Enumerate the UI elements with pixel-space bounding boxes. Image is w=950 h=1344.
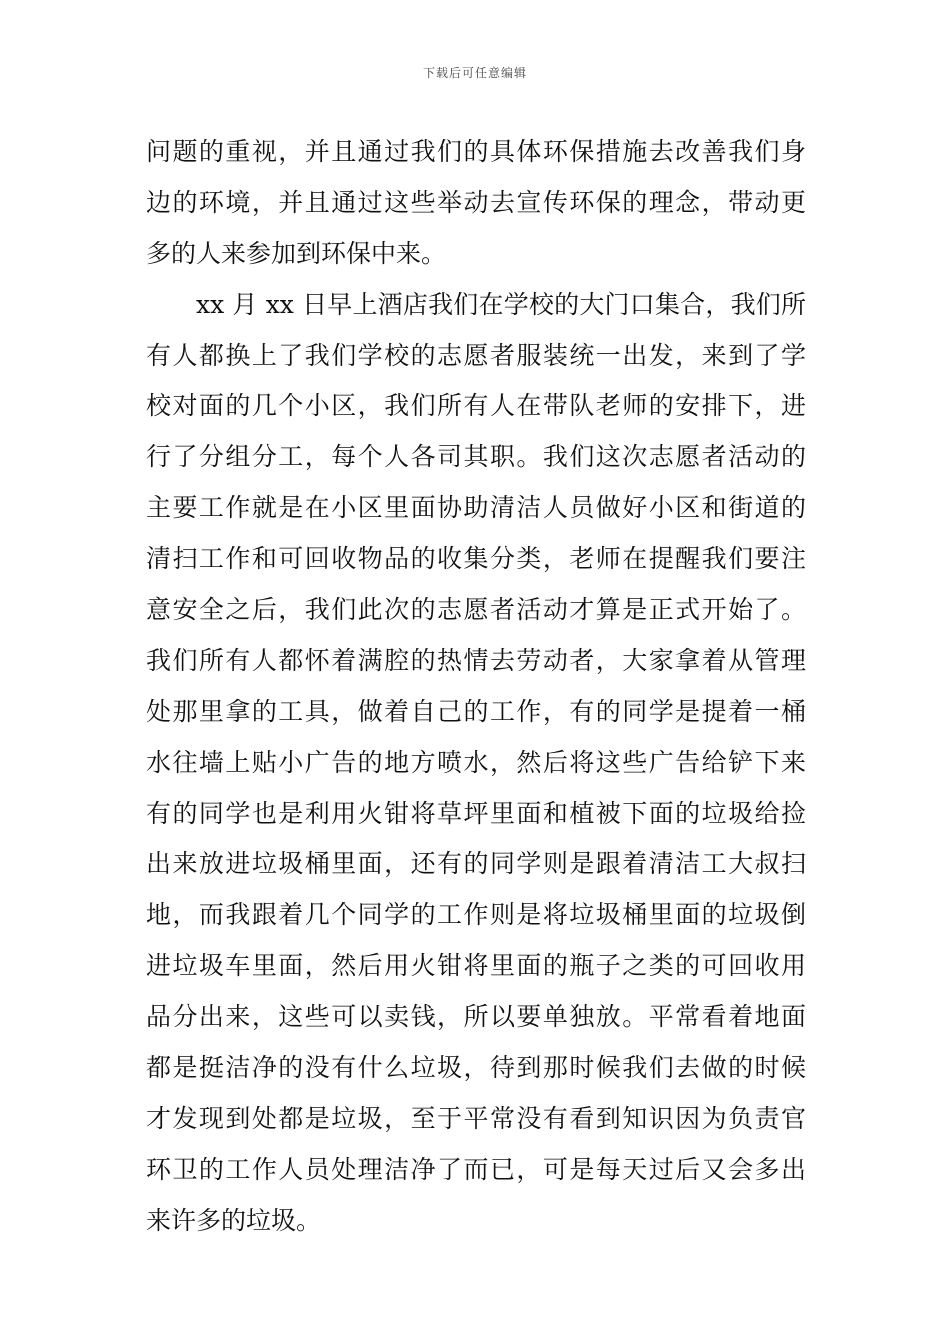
text-line: 进垃圾车里面，然后用火钳将里面的瓶子之类的可回收用 — [146, 951, 806, 981]
text-line: 我们所有人都怀着满腔的热情去劳动者，大家拿着从管理 — [146, 645, 806, 675]
text-line: 行了分组分工，每个人各司其职。我们这次志愿者活动的 — [146, 442, 806, 472]
text-line: 边的环境，并且通过这些举动去宣传环保的理念，带动更 — [146, 187, 806, 217]
text-line: 主要工作就是在小区里面协助清洁人员做好小区和街道的 — [146, 493, 806, 523]
text-line: 来许多的垃圾。 — [146, 1205, 322, 1235]
text-line: 才发现到处都是垃圾，至于平常没有看到知识因为负责官 — [146, 1103, 806, 1133]
text-line: 有人都换上了我们学校的志愿者服装统一出发，来到了学 — [146, 340, 806, 370]
text-line: 清扫工作和可回收物品的收集分类，老师在提醒我们要注 — [146, 544, 806, 574]
text-line: 意安全之后，我们此次的志愿者活动才算是正式开始了。 — [146, 595, 806, 625]
text-line: xx 月 xx 日早上酒店我们在学校的大门口集合，我们所 — [196, 289, 806, 319]
text-line: 有的同学也是利用火钳将草坪里面和植被下面的垃圾给捡 — [146, 798, 806, 828]
text-line: 品分出来，这些可以卖钱，所以要单独放。平常看着地面 — [146, 1002, 806, 1032]
text-line: 校对面的几个小区，我们所有人在带队老师的安排下，进 — [146, 391, 806, 421]
text-line: 环卫的工作人员处理洁净了而已，可是每天过后又会多出 — [146, 1154, 806, 1184]
page-header: 下载后可任意编辑 — [422, 66, 527, 80]
text-line: 处那里拿的工具，做着自己的工作，有的同学是提着一桶 — [146, 696, 806, 726]
text-line: 问题的重视，并且通过我们的具体环保措施去改善我们身 — [146, 137, 806, 166]
text-line: 地，而我跟着几个同学的工作则是将垃圾桶里面的垃圾倒 — [146, 900, 806, 930]
text-line: 都是挺洁净的没有什么垃圾，待到那时候我们去做的时候 — [146, 1053, 806, 1083]
text-line: 水往墙上贴小广告的地方喷水，然后将这些广告给铲下来 — [146, 747, 806, 777]
text-line: 多的人来参加到环保中来。 — [146, 238, 447, 268]
text-line: 出来放进垃圾桶里面，还有的同学则是跟着清洁工大叔扫 — [146, 849, 806, 879]
body-text — [146, 127, 806, 1247]
